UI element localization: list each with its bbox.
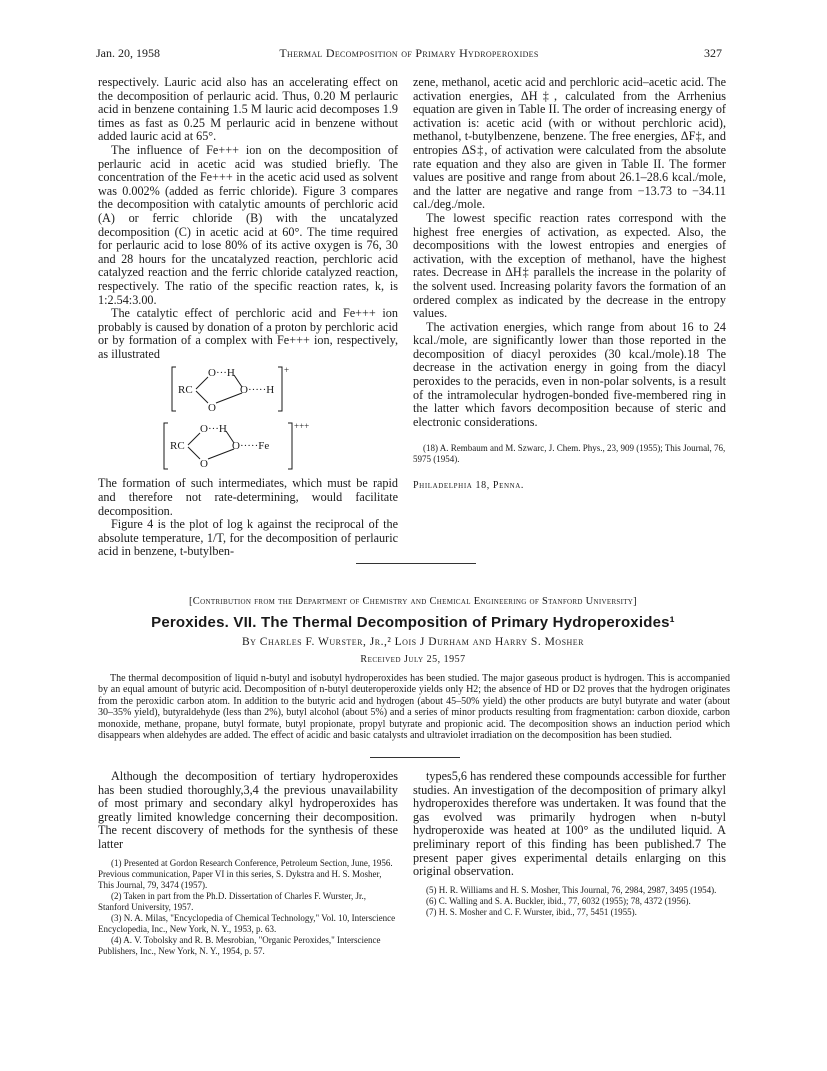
footnote: (2) Taken in part from the Ph.D. Dissertation of Charles F. Wurster, Jr., Stanford University, 1957. xyxy=(98,890,367,912)
rc-label: RC xyxy=(170,440,185,453)
footnote: (4) A. V. Tobolsky and R. B. Mesrobian, "Organic Peroxides," Interscience Publishers, Inc., New York, N. Y., 1954, p. 57. xyxy=(98,934,381,956)
proton-complex xyxy=(172,365,289,414)
paragraph: The activation energies, which range from about 16 to 24 kcal./mole, are significantly lower than those reported in the decomposition of diacyl peroxides (30 kcal./mole).18 The decrease in the activation energy in going from the diacyl peroxides to the peracids, even in non-polar solvents, is a result of the intramolecular hydrogen-bonded five-membered ring in the latter which favors decomposition because of steric and electronic considerations. xyxy=(413,319,726,429)
footnote-18: (18) A. Rembaum and M. Szwarc, J. Chem. Phys., 23, 909 (1955); This Journal, 76, 5975 (1954). xyxy=(413,443,726,465)
o-bottom: O xyxy=(208,402,216,415)
o-h-top: O···H xyxy=(208,367,235,380)
right-column xyxy=(413,76,726,493)
article-left-column xyxy=(98,770,398,957)
author-line: By Charles F. Wurster, Jr.,² Lois J Durham and Harry S. Mosher xyxy=(241,636,585,648)
paragraph: Figure 4 is the plot of log k against the reciprocal of the absolute temperature, 1/T, for the decomposition of perlauric acid in benzene, t-butylben- xyxy=(98,517,398,559)
footnotes-left xyxy=(98,858,398,957)
left-column xyxy=(98,76,398,559)
o-h-top: O···H xyxy=(200,423,227,436)
header-page-number: 327 xyxy=(704,46,722,60)
charge: +++ xyxy=(294,421,310,432)
paragraph: The formation of such intermediates, which must be rapid and therefore not rate-determining, would facilitate decomposition. xyxy=(98,476,398,518)
chemical-structures xyxy=(98,363,398,475)
header-date: Jan. 20, 1958 xyxy=(96,46,160,60)
header-running-title: Thermal Decomposition of Primary Hydroperoxides xyxy=(279,46,539,60)
footnote-block xyxy=(413,443,726,465)
charge: + xyxy=(284,365,290,376)
footnote: (5) H. R. Williams and H. S. Mosher, This Journal, 76, 2984, 2987, 3495 (1954). xyxy=(426,884,717,895)
paragraph: respectively. Lauric acid also has an accelerating effect on the decomposition of perlauric acid. Thus, 0.20 M perlauric acid in benzene containing 1.5 M lauric acid decomposes 1.9 times as fast as 0.25 M perlauric acid in benzene without added lauric acid at 65°. xyxy=(98,75,398,144)
paragraph: The influence of Fe+++ ion on the decomposition of perlauric acid in acetic acid was studied briefly. The concentration of the Fe+++ in the acetic acid used as solvent was 0.002% (added as ferric chloride). Figure 3 compares the decomposition with catalytic amounts of perchloric acid (A) or ferric chloride (B) with the uncatalyzed decomposition (C) in acetic acid at 60°. The time required for perlauric acid to lose 80% of its active oxygen is 76, 30 and 28 hours for the uncatalyzed reaction, perchloric acid catalyzed reaction and the ferric chloride catalyzed reaction, respectively. The ratio of the specific reaction rates, k, is 1:2.54:3.00. xyxy=(98,142,398,307)
paragraph: zene, methanol, acetic acid and perchloric acid–acetic acid. The activation energies, ΔH‡, calculated from the Arrhenius equation are given in Table II. The order of increasing energy of activation is: acetic acid (with or without perchloric acid), methanol, t-butylbenzene, benzene. The free energies, ΔF‡, and entropies ΔS‡, of activation were calculated from the absolute rate equation and they also are given in Table II. The former values are positive and range from about 26.1–28.6 kcal./mole, and the latter are negative and range from −13.73 to −34.11 cal./deg./mole. xyxy=(413,75,726,212)
footnote: (6) C. Walling and S. A. Buckler, ibid., 77, 6032 (1955); 78, 4372 (1956). xyxy=(426,895,691,906)
footnote: (3) N. A. Milas, "Encyclopedia of Chemical Technology," Vol. 10, Interscience Encyclopedia, Inc., New York, N. Y., 1953, p. 63. xyxy=(98,912,396,934)
author-address: Philadelphia 18, Penna. xyxy=(413,480,525,492)
iron-complex xyxy=(164,421,309,470)
abstract-text: The thermal decomposition of liquid n-butyl and isobutyl hydroperoxides has been studied. The major gaseous product is hydrogen. This is accompanied by an equal amount of butyric acid. Decomposition of n-butyl deuteroperoxide yields only H2; the absence of HD or D2 proves that the hydrogen originates from the peroxidic carbon atom. In addition to the butyric acid and hydrogen (about 45–50% yield) the other products are butyl butyrate and water (about 30–35% yield), butyraldehyde (less than 2%), butyl alcohol (about 5%) and a series of minor products resulting from fragmentation: carbon dioxide, carbon monoxide, methane, propane, butyl formate, butyl propionate, propyl butyrate and propionic acid. The decomposition shows an induction period which disappears when aldehydes are added. The effect of acidic and basic catalysts and ultraviolet irradiation on the decomposition has been studied. xyxy=(98,673,730,742)
footnotes-right xyxy=(413,885,726,918)
o-bottom: O xyxy=(200,458,208,471)
paragraph: Although the decomposition of tertiary hydroperoxides has been studied thoroughly,3,4 the previous unavailability of most primary and secondary alkyl hydroperoxides has greatly limited knowledge concerning their decomposition. The recent discovery of methods for the synthesis of these latter xyxy=(98,769,398,851)
o-fe-right: O·····Fe xyxy=(232,440,270,453)
rc-label: RC xyxy=(178,384,193,397)
footnote: (7) H. S. Mosher and C. F. Wurster, ibid., 77, 5451 (1955). xyxy=(426,906,637,917)
article-right-column xyxy=(413,770,726,918)
section-divider xyxy=(356,563,476,564)
footnote: (1) Presented at Gordon Research Conference, Petroleum Section, June, 1956. Previous communication, Paper VI in this series, S. Dykstra and H. S. Mosher, This Journal, 79, 3474 (1957). xyxy=(98,857,393,890)
article-title: Peroxides. VII. The Thermal Decomposition of Primary Hydroperoxides¹ xyxy=(151,614,675,631)
abstract-divider xyxy=(370,757,460,758)
paragraph: The lowest specific reaction rates correspond with the highest free energies of activation, as expected. Also, the decompositions with the lowest entropies and energies of activation, with the exception of methanol, have the highest rates. Decrease in ΔH‡ parallels the increase in the polarity of the solvent used. Increasing polarity favors the formation of an ordered complex as indicated by the decrease in the entropy values. xyxy=(413,210,726,321)
contribution-line: [Contribution from the Department of Chemistry and Chemical Engineering of Stanford University] xyxy=(189,596,637,607)
paragraph: The catalytic effect of perchloric acid and Fe+++ ion probably is caused by donation of a proton by perchloric acid or by formation of a complex with Fe+++ ion, respectively, as illustrated xyxy=(98,306,398,361)
complex-diagram xyxy=(128,363,368,475)
paragraph: types5,6 has rendered these compounds accessible for further studies. An investigation of the decomposition of primary alkyl hydroperoxides therefore was undertaken. It was found that the gas evolved was primarily hydrogen when n-butyl hydroperoxide was heated at 100° as the undiluted liquid. A preliminary report of this finding has been published.7 The present paper gives experimental details enlarging on this original observation. xyxy=(413,769,726,879)
o-h-right: O·····H xyxy=(240,384,275,397)
abstract xyxy=(98,673,730,741)
received-date: Received July 25, 1957 xyxy=(360,654,466,665)
